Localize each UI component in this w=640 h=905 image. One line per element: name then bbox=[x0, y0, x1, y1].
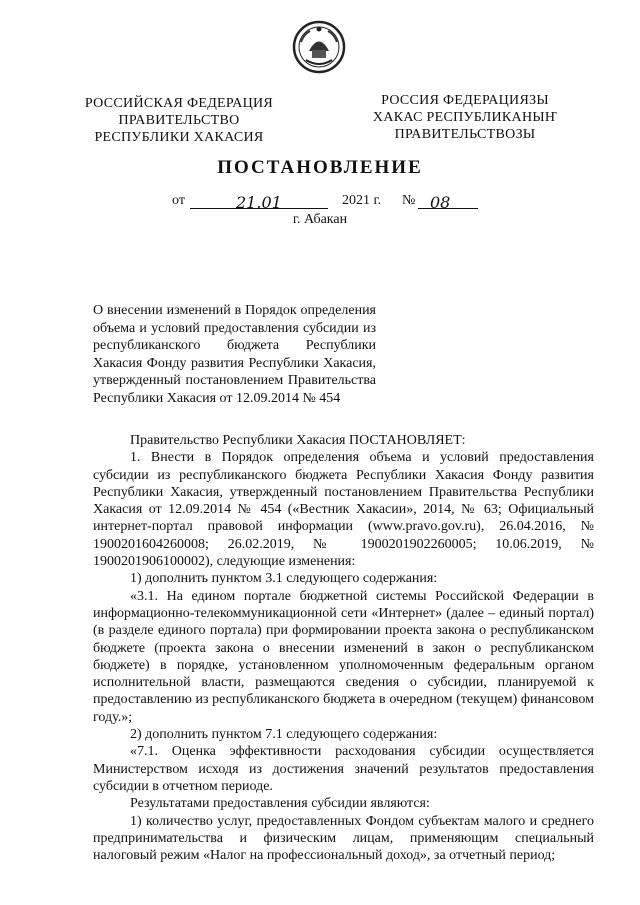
paragraph: 1) количество услуг, предоставленных Фондом субъектам малого и среднего предпринимательства и физическим лицам, применяющим специальный налоговый режим «Налог на профессиональный доход», за отчетный период; bbox=[93, 813, 594, 864]
document-title: ПОСТАНОВЛЕНИЕ bbox=[217, 157, 423, 178]
header-left bbox=[84, 95, 274, 146]
number-sign: № bbox=[402, 193, 416, 208]
date-prefix: от bbox=[172, 193, 185, 208]
paragraph: «3.1. На едином портале бюджетной системы Российской Федерации в информационно-телекоммуникационной сети «Интернет» (далее – единый портал) (в разделе единого портала) при формировании проекта закона о республиканском бюджете (проекта закона о внесении изменений в закон о республиканском бюджете) в порядке, установленном уполномоченным федеральным органом исполнительной власти, размещаются сведения о субсидии, планируемой к предоставлению из республиканского бюджета в очередном (текущем) финансовом году.»; bbox=[93, 588, 594, 725]
paragraph: Правительство Республики Хакасия ПОСТАНОВЛЯЕТ: bbox=[130, 433, 466, 448]
date-handwritten: 21.01 bbox=[236, 193, 282, 212]
number-handwritten: 08 bbox=[430, 193, 451, 212]
paragraph: Результатами предоставления субсидии являются: bbox=[130, 796, 430, 812]
paragraph: 2) дополнить пунктом 7.1 следующего содержания: bbox=[130, 727, 438, 743]
paragraph: «7.1. Оценка эффективности расходования субсидии осуществляется Министерством исходя из достижения значений результатов предоставления субсидии в отчетном периоде. bbox=[93, 744, 594, 794]
paragraph: 1) дополнить пунктом 3.1 следующего содержания: bbox=[130, 571, 438, 587]
header-left-line: ПРАВИТЕЛЬСТВО bbox=[118, 113, 240, 128]
city: г. Абакан bbox=[292, 212, 348, 227]
document-subject: О внесении изменений в Порядок определения объема и условий предоставления субсидии из республиканского бюджета Республики Хакасия Фонду развития Республики Хакасия, утвержденный постановлением Правительства Республики Хакасия от 12.09.2014 № 454 bbox=[93, 303, 376, 406]
header-right-line: ХАКАС РЕСПУБЛИКАНЫҤ bbox=[372, 110, 558, 125]
document-body bbox=[93, 432, 594, 864]
year-text: 2021 г. bbox=[342, 193, 382, 208]
header-right-line: ПРАВИТЕЛЬСТВОЗЫ bbox=[394, 127, 536, 142]
header-right-line: РОССИЯ ФЕДЕРАЦИЯЗЫ bbox=[381, 93, 549, 108]
header-right bbox=[370, 92, 560, 143]
header-left-line: РОССИЙСКАЯ ФЕДЕРАЦИЯ bbox=[84, 96, 274, 111]
header-left-line: РЕСПУБЛИКИ ХАКАСИЯ bbox=[94, 130, 264, 145]
paragraph: 1. Внести в Порядок определения объема и условий предоставления субсидии из республиканского бюджета Республики Хакасия Фонду развития Республики Хакасия, утвержденный постановлением Правительства Республики Хакасия от 12.09.2014 № 454 («Вестник Хакасии», 2014, № 63; Официальный интернет-портал правовой информации (www.pravo.gov.ru), 26.04.2016, № 1900201604260008; 26.02.2019, № 1900201902260005; 10.06.2019, № 1900201906100002), следующие изменения: bbox=[93, 450, 594, 570]
coat-of-arms-icon bbox=[292, 20, 346, 74]
